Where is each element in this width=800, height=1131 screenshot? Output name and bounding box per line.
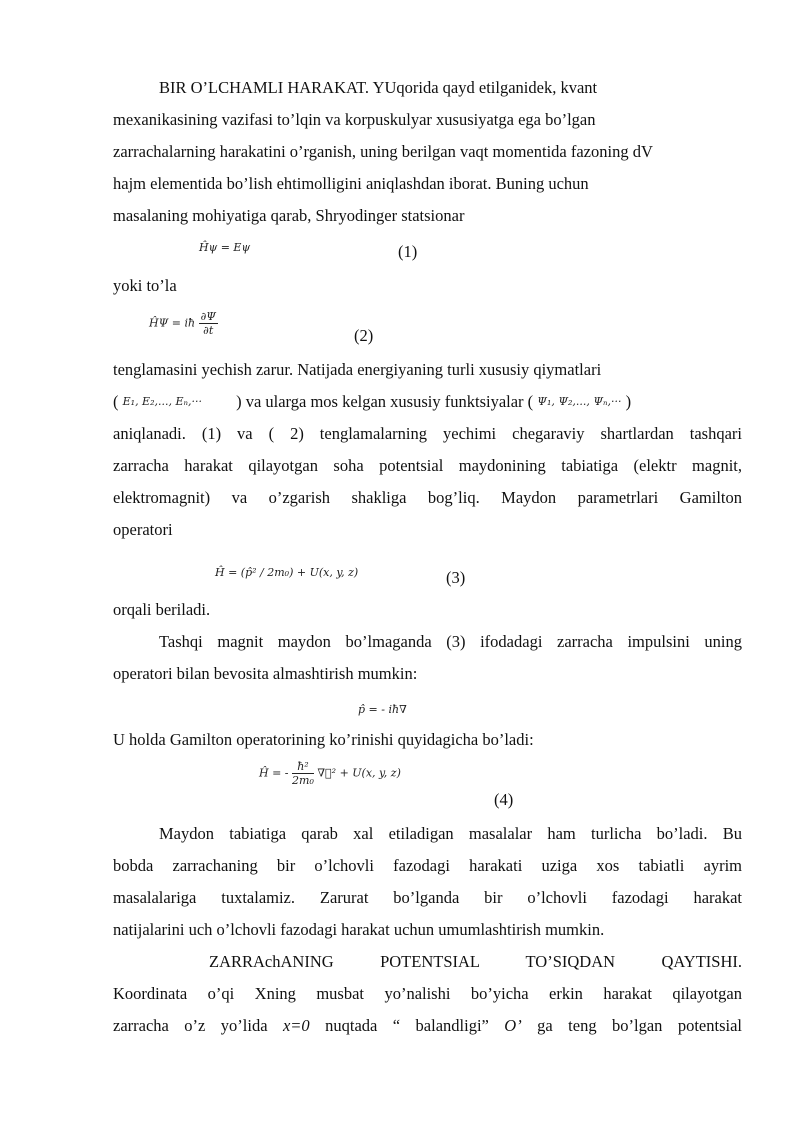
text-fragment: nuqtada “ balandligi” (309, 1016, 505, 1035)
text-line: Koordinata o’qi Xning musbat yo’nalishi bo’yicha erkin harakat qilayotgan (113, 984, 742, 1003)
energy-values: E₁, E₂,..., Eₙ,··· (122, 395, 202, 408)
text-line: BIR O’LCHAMLI HARAKAT. YUqorida qayd etilganidek, kvant (159, 78, 598, 97)
text-fragment: ) va ularga mos kelgan xususiy funktsiyalar ( (236, 392, 534, 411)
equation-number-3: (3) (446, 568, 466, 587)
text-line: operatori (113, 520, 173, 539)
text-line-with-math (113, 392, 742, 414)
text-line: aniqlanadi. (1) va ( 2) tenglamalarning yechimi chegaraviy shartlardan tashqari (113, 424, 742, 443)
equation-2-denominator: ∂t (203, 324, 214, 337)
text-fragment: ga teng bo’lgan potentsial (521, 1016, 742, 1035)
text-line: masalaning mohiyatiga qarab, Shryodinger statsionar (113, 206, 465, 225)
equation-4-numerator: ħ² (297, 760, 309, 773)
text-fragment: zarracha o’z yo’lida (113, 1016, 283, 1035)
psi-functions: Ψ₁, Ψ₂,..., Ψₙ,··· (537, 395, 622, 408)
text-line: hajm elementida bo’lish ehtimolligini aniqlashdan iborat. Buning uchun (113, 174, 589, 193)
equation-2-numerator: ∂Ψ (200, 310, 216, 323)
section-heading: ZARRAchANING POTENTSIAL TO’SIQDAN QAYTISHI. (209, 952, 742, 971)
equation-number-1: (1) (398, 242, 418, 261)
text-line: elektromagnit) va o’zgarish shakliga bog’liq. Maydon parametrlari Gamilton (113, 488, 742, 507)
text-line: yoki to’la (113, 276, 177, 295)
text-line: zarrachalarning harakatini o’rganish, uning berilgan vaqt momentida fazoning dV (113, 142, 653, 161)
equation-2-fraction (199, 310, 218, 337)
text-line: operatori bilan bevosita almashtirish mumkin: (113, 664, 418, 683)
text-line-with-math (113, 1016, 742, 1036)
math-x0: x=0 (282, 1016, 310, 1035)
paren-open: ( (113, 392, 119, 411)
equation-number-2: (2) (354, 326, 374, 345)
equation-4-fraction (292, 760, 314, 787)
equation-4-denominator: 2m₀ (292, 774, 314, 787)
text-line: tenglamasini yechish zarur. Natijada energiyaning turli xususiy qiymatlari (113, 360, 602, 379)
equation-4-lhs: Ĥ = - (259, 766, 289, 780)
text-line: bobda zarrachaning bir o’lchovli fazodagi harakati uziga xos tabiatli ayrim (113, 856, 742, 875)
equation-1: Ĥψ = Eψ (199, 241, 251, 254)
text-line: U holda Gamilton operatorining ko’rinishi quyidagicha bo’ladi: (113, 730, 534, 749)
text-line: mexanikasining vazifasi to’lqin va korpuskulyar xususiyatga ega bo’lgan (113, 110, 596, 129)
text-line: masalalariga tuxtalamiz. Zarurat bo’lganda bir o’lchovli fazodagi harakat (113, 888, 742, 907)
equation-2 (149, 310, 218, 337)
paren-close: ) (625, 392, 632, 411)
equation-momentum-operator: p̂ = - iħ∇ (358, 703, 407, 716)
equation-4 (259, 760, 401, 787)
equation-4-rhs: ∇⃗² + U(x, y, z) (317, 766, 401, 780)
text-line: zarracha harakat qilayotgan soha potentsial maydonining tabiatiga (elektr magnit, (113, 456, 742, 475)
text-line: natijalarini uch o’lchovli fazodagi harakat uchun umumlashtirish mumkin. (113, 920, 605, 939)
math-o: O’ (504, 1016, 522, 1035)
text-line: Tashqi magnit maydon bo’lmaganda (3) ifodadagi zarracha impulsini uning (159, 632, 742, 651)
equation-number-4: (4) (494, 790, 514, 809)
text-line: orqali beriladi. (113, 600, 211, 619)
equation-3: Ĥ = (p̂² / 2m₀) + U(x, y, z) (215, 566, 359, 579)
equation-2-lhs: ĤΨ = iħ (149, 316, 196, 330)
text-line: Maydon tabiatiga qarab xal etiladigan masalalar ham turlicha bo’ladi. Bu (159, 824, 742, 843)
